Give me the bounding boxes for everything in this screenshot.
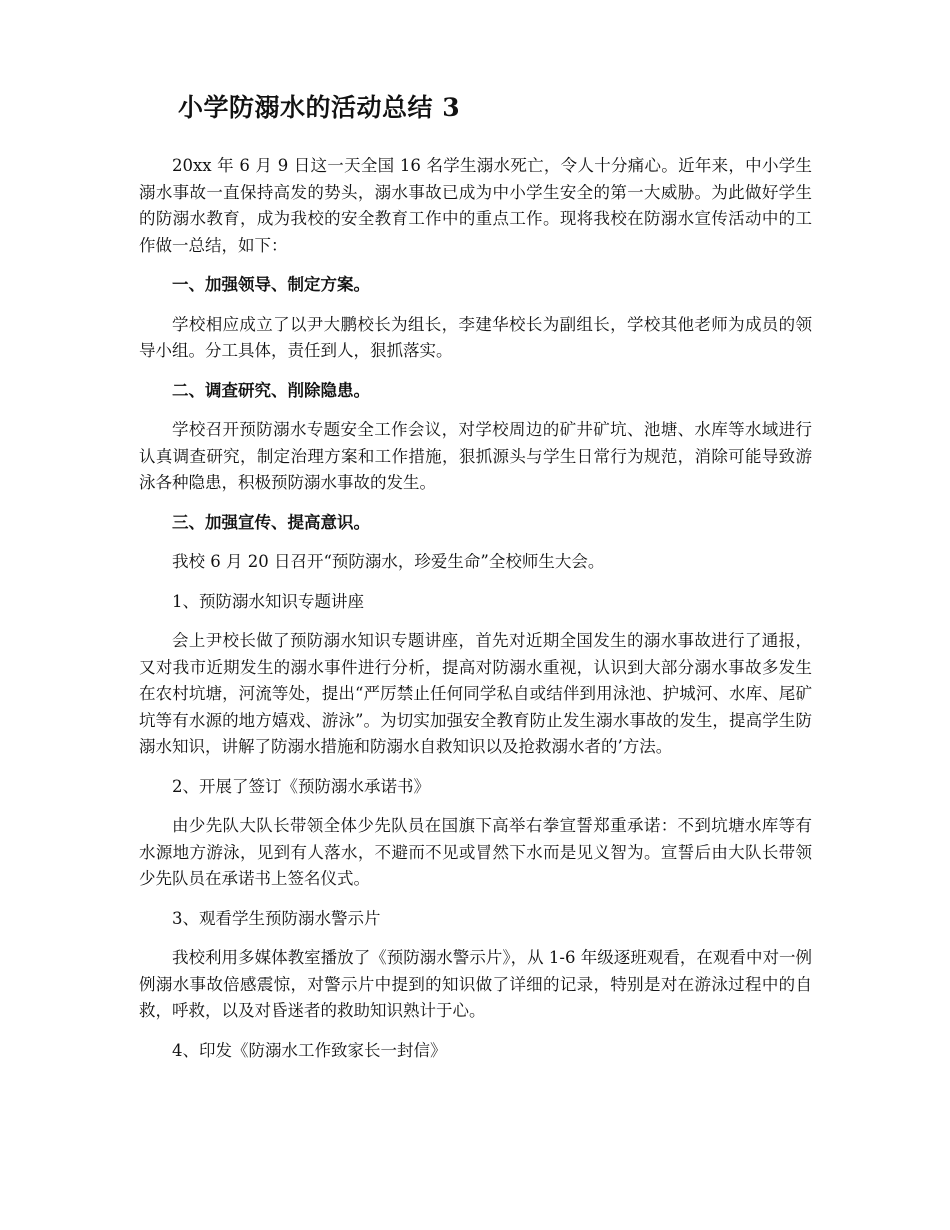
section-3-paragraph: 我校 6 月 20 日召开“预防溺水，珍爱生命”全校师生大会。 xyxy=(172,552,605,571)
section-heading-3: 三、加强宣传、提高意识。 xyxy=(172,512,370,532)
section-heading-2: 二、调查研究、削除隐患。 xyxy=(172,380,370,400)
section-1-paragraph: 学校相应成立了以尹大鹏校长为组长，李建华校长为副组长，学校其他老师为成员的领导小组。分工具体，责任到人，狠抓落实。 xyxy=(139,314,812,360)
section-2-paragraph: 学校召开预防溺水专题安全工作会议，对学校周边的矿井矿坑、池塘、水库等水域进行认真调查研究，制定治理方案和工作措施，狠抓源头与学生日常行为规范，消除可能导致游泳各种隐患，积极预防溺水事故的发生。 xyxy=(139,420,812,492)
document-body xyxy=(139,153,812,1077)
intro-paragraph: 20xx 年 6 月 9 日这一天全国 16 名学生溺水死亡，令人十分痛心。近年来，中小学生溺水事故一直保持高发的势头，溺水事故已成为中小学生安全的第一大威胁。为此做好学生的防溺水教育，成为我校的安全教育工作中的重点工作。现将我校在防溺水宣传活动中的工作做一总结，如下： xyxy=(139,156,812,255)
document-title: 小学防溺水的活动总结 3 xyxy=(178,93,461,122)
subsection-3-paragraph: 我校利用多媒体教室播放了《预防溺水警示片》，从 1-6 年级逐班观看，在观看中对一例例溺水事故倍感震惊，对警示片中提到的知识做了详细的记录，特别是对在游泳过程中的自救，呼救，以及对昏迷者的救助知识熟计于心。 xyxy=(139,948,812,1020)
subsection-4-title: 4、印发《防溺水工作致家长一封信》 xyxy=(172,1040,447,1060)
subsection-2-title: 2、开展了签订《预防溺水承诺书》 xyxy=(172,776,430,796)
subsection-1-paragraph: 会上尹校长做了预防溺水知识专题讲座，首先对近期全国发生的溺水事故进行了通报，又对我市近期发生的溺水事件进行分析，提高对防溺水重视，认识到大部分溺水事故多发生在农村坑塘，河流等处，提出“严厉禁止任何同学私自或结伴到用泳池、护城河、水库、尾矿坑等有水源的地方嬉戏、游泳”。为切实加强安全教育防止发生溺水事故的发生，提高学生防溺水知识，讲解了防溺水措施和防溺水自救知识以及抢救溺水者的’方法。 xyxy=(139,631,812,756)
subsection-2-paragraph: 由少先队大队长带领全体少先队员在国旗下高举右拳宣誓郑重承诺：不到坑塘水库等有水源地方游泳，见到有人落水，不避而不见或冒然下水而是见义智为。宣誓后由大队长带领少先队员在承诺书上签名仪式。 xyxy=(139,816,812,888)
subsection-1-title: 1、预防溺水知识专题讲座 xyxy=(172,591,364,611)
section-heading-1: 一、加强领导、制定方案。 xyxy=(172,275,370,294)
subsection-3-title: 3、观看学生预防溺水警示片 xyxy=(172,908,381,928)
